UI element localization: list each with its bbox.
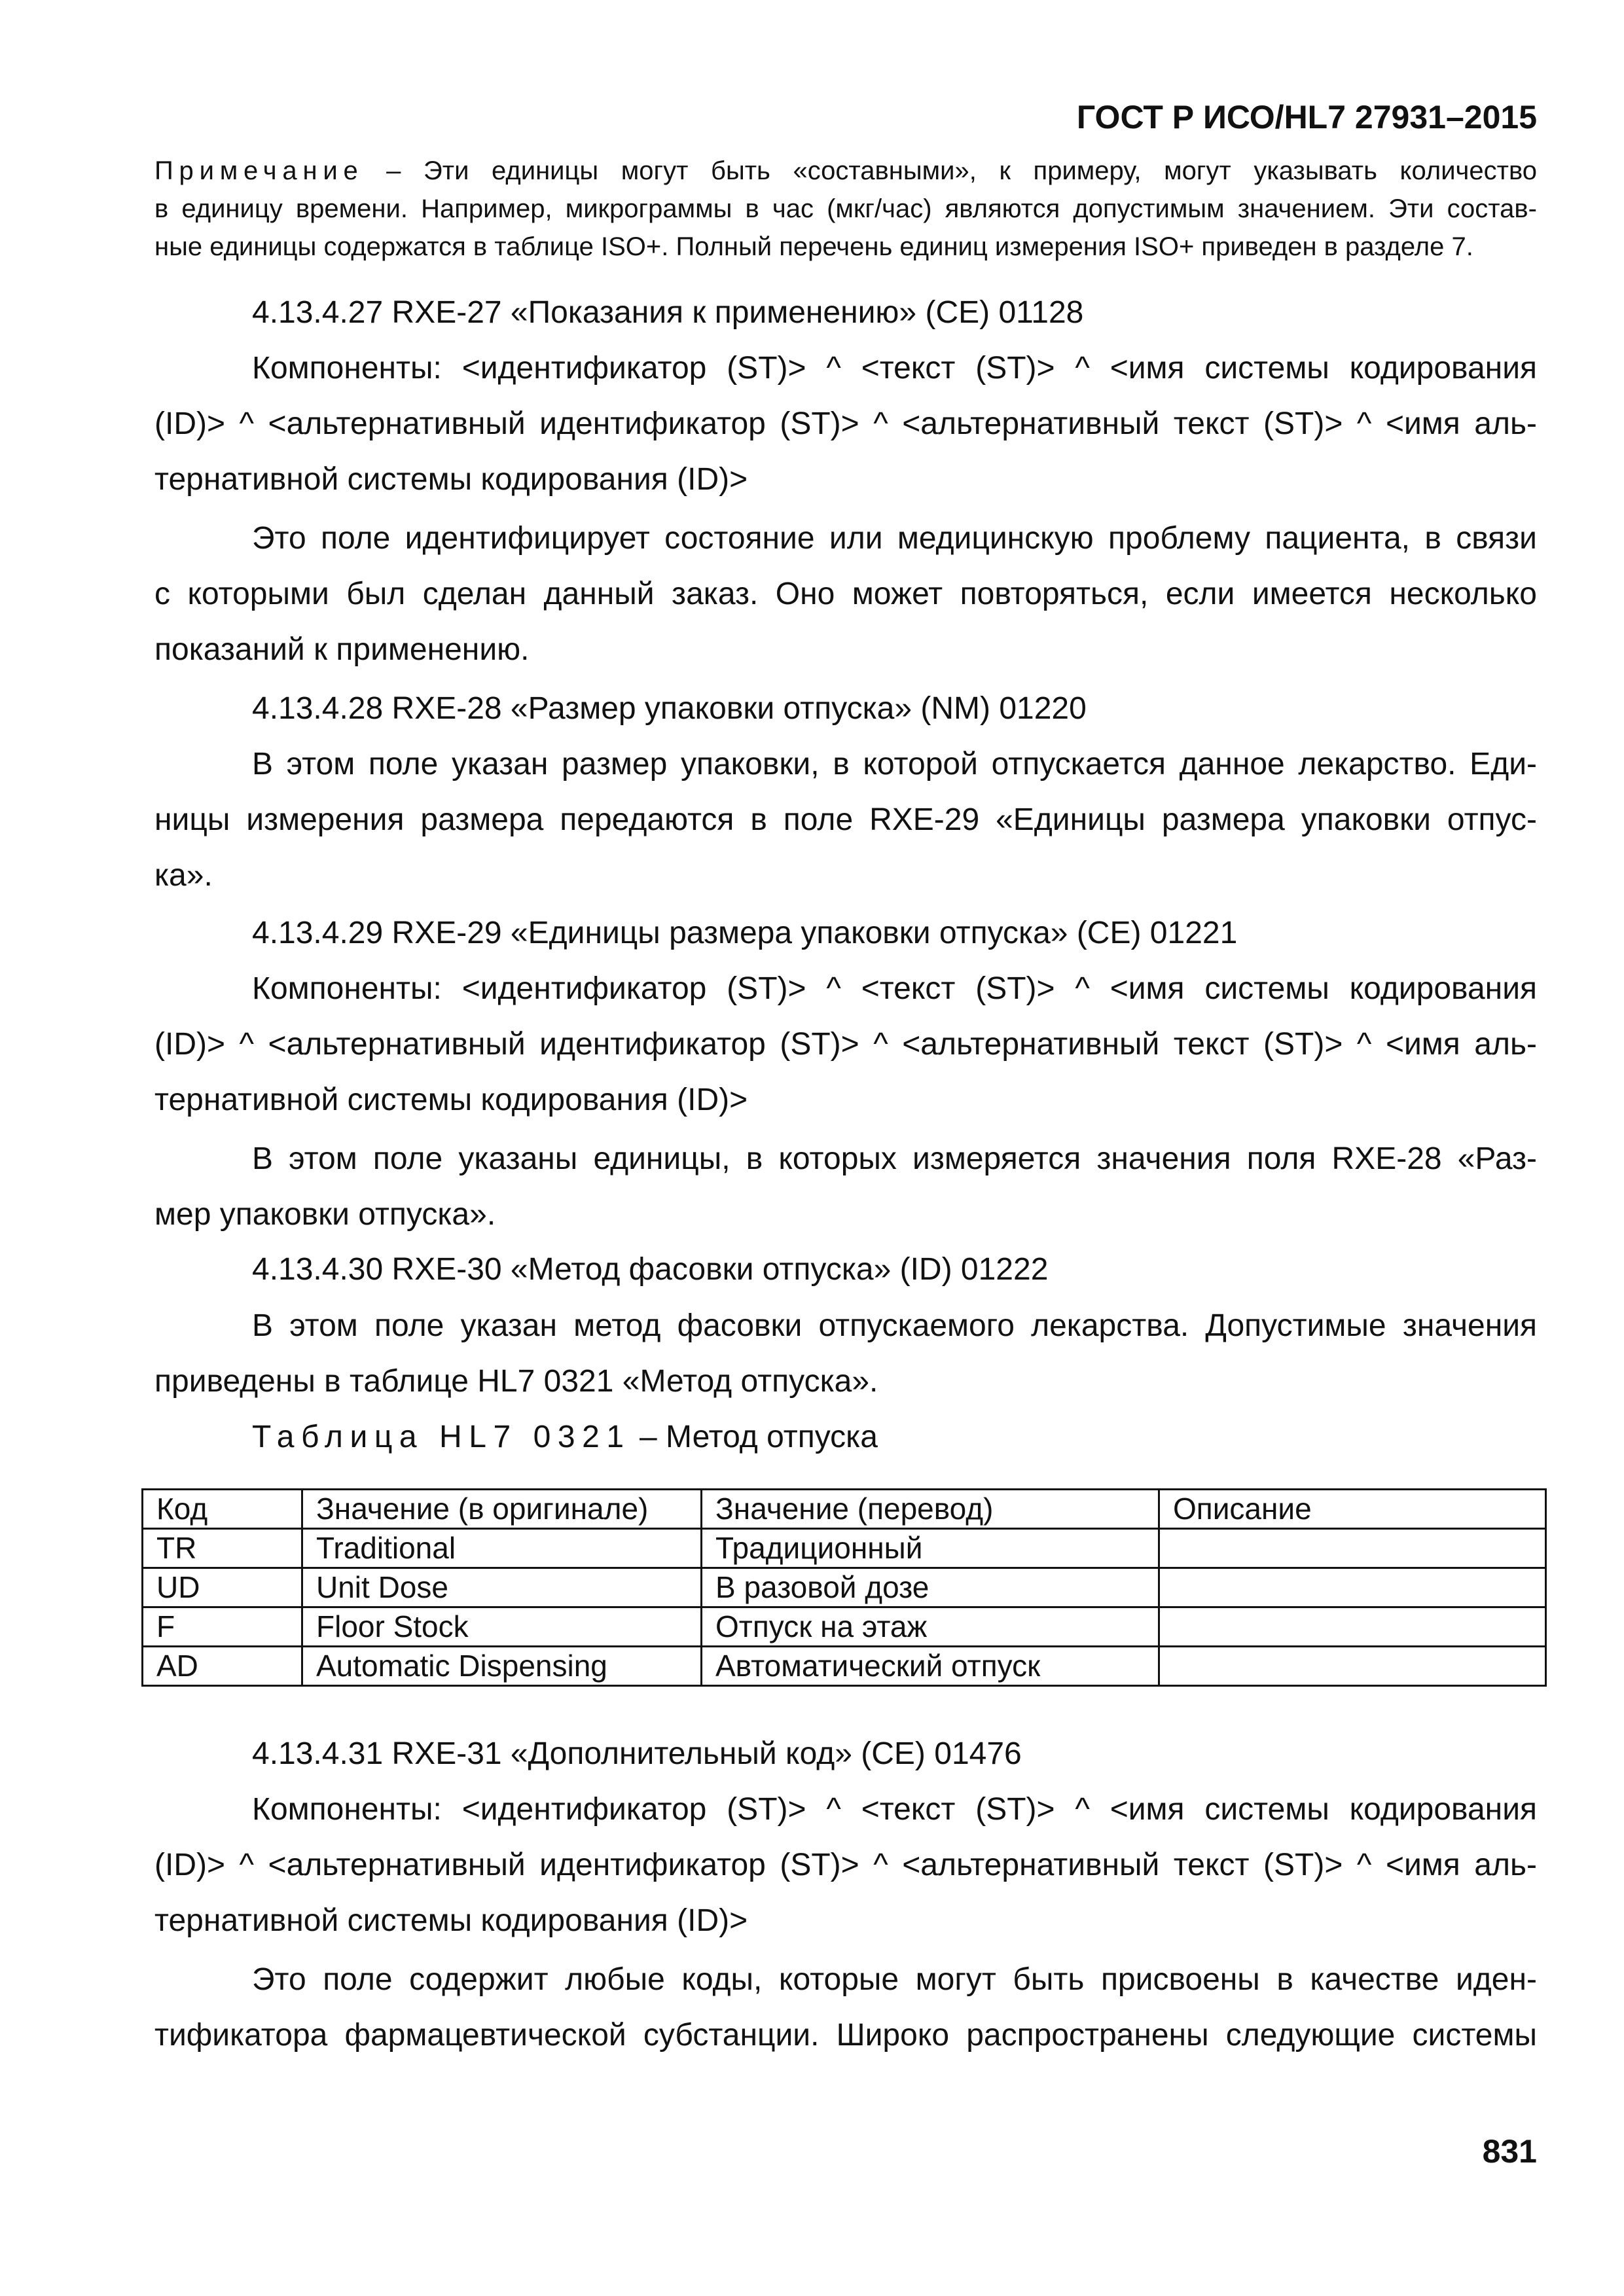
- table-caption-text: – Метод отпуска: [630, 1420, 878, 1454]
- section-heading-rxe-27: 4.13.4.27 RXE-27 «Показания к применению» (CE) 01128: [252, 295, 1084, 330]
- paragraph-line: В этом поле указан размер упаковки, в которой отпускается данное лекарство. Еди-: [252, 747, 1537, 781]
- table-row: [143, 1607, 1546, 1647]
- table-cell: Traditional: [302, 1529, 702, 1568]
- table-header-cell: Значение (в оригинале): [302, 1490, 702, 1529]
- table-cell: [1159, 1568, 1546, 1607]
- paragraph-line: тификатора фармацевтической субстанции. Широко распространены следующие системы: [154, 2018, 1537, 2053]
- paragraph-line: Это поле идентифицирует состояние или медицинскую проблему пациента, в связи: [252, 521, 1537, 556]
- description-paragraph-rxe-31: [154, 1962, 1537, 2076]
- table-cell: AD: [143, 1647, 302, 1686]
- note-line: [154, 152, 1537, 190]
- table-cell: UD: [143, 1568, 302, 1607]
- paragraph-line: (ID)> ^ <альтернативный идентификатор (ST)> ^ <альтернативный текст (ST)> ^ <имя аль-: [154, 406, 1537, 441]
- description-paragraph-rxe-30: [154, 1308, 1537, 1422]
- paragraph-line: Компоненты: <идентификатор (ST)> ^ <текст (ST)> ^ <имя системы кодирования: [252, 971, 1537, 1006]
- paragraph-line: мер упаковки отпуска».: [154, 1197, 496, 1232]
- paragraph-line: тернативной системы кодирования (ID)>: [154, 1083, 748, 1117]
- table-cell: Unit Dose: [302, 1568, 702, 1607]
- note-line-1-text: – Эти единицы могут быть «составными», к примеру, могут указывать количество: [363, 156, 1537, 185]
- table-cell: F: [143, 1607, 302, 1647]
- paragraph-line: (ID)> ^ <альтернативный идентификатор (ST)> ^ <альтернативный текст (ST)> ^ <имя аль-: [154, 1848, 1537, 1882]
- table-caption-label: Таблица HL7 0321: [252, 1420, 631, 1454]
- table-row: [143, 1647, 1546, 1686]
- paragraph-line: Компоненты: <идентификатор (ST)> ^ <текст (ST)> ^ <имя системы кодирования: [252, 1792, 1537, 1827]
- table-caption: [252, 1419, 878, 1455]
- note-block: [154, 152, 1537, 266]
- table-row: [143, 1529, 1546, 1568]
- paragraph-line: ницы измерения размера передаются в поле RXE-29 «Единицы размера упаковки отпус-: [154, 802, 1537, 837]
- table-row: [143, 1568, 1546, 1607]
- paragraph-line: приведены в таблице HL7 0321 «Метод отпуска».: [154, 1364, 878, 1399]
- table-cell: Floor Stock: [302, 1607, 702, 1647]
- paragraph-line: (ID)> ^ <альтернативный идентификатор (ST)> ^ <альтернативный текст (ST)> ^ <имя аль-: [154, 1027, 1537, 1062]
- section-heading-rxe-31: 4.13.4.31 RXE-31 «Дополнительный код» (CE) 01476: [252, 1736, 1022, 1771]
- paragraph-line: тернативной системы кодирования (ID)>: [154, 1903, 748, 1938]
- table-cell: В разовой дозе: [702, 1568, 1159, 1607]
- table-cell: [1159, 1647, 1546, 1686]
- paragraph-line: показаний к применению.: [154, 632, 530, 667]
- components-paragraph-rxe-27: [154, 350, 1537, 520]
- table-cell: Традиционный: [702, 1529, 1159, 1568]
- note-line: ные единицы содержатся в таблице ISO+. Полный перечень единиц измерения ISO+ приведен в разделе 7.: [154, 232, 1473, 261]
- table-cell: [1159, 1529, 1546, 1568]
- table-cell: Автоматический отпуск: [702, 1647, 1159, 1686]
- note-label: Примечание: [154, 156, 364, 185]
- page-number: 831: [1482, 2133, 1537, 2170]
- paragraph-line: тернативной системы кодирования (ID)>: [154, 462, 748, 497]
- note-line: в единицу времени. Например, микрограммы в час (мкг/час) являются допустимым значением. Эти состав-: [154, 194, 1537, 223]
- section-heading-rxe-30: 4.13.4.30 RXE-30 «Метод фасовки отпуска» (ID) 01222: [252, 1252, 1049, 1287]
- paragraph-line: Компоненты: <идентификатор (ST)> ^ <текст (ST)> ^ <имя системы кодирования: [252, 351, 1537, 386]
- section-heading-rxe-28: 4.13.4.28 RXE-28 «Размер упаковки отпуска» (NM) 01220: [252, 691, 1087, 726]
- table-header-row: [143, 1490, 1546, 1529]
- description-paragraph-rxe-28: [154, 746, 1537, 916]
- description-paragraph-rxe-29: [154, 1141, 1537, 1255]
- components-paragraph-rxe-31: [154, 1791, 1537, 1962]
- table-cell: Отпуск на этаж: [702, 1607, 1159, 1647]
- table-header-cell: Код: [143, 1490, 302, 1529]
- paragraph-line: с которыми был сделан данный заказ. Оно может повторяться, если имеется несколько: [154, 577, 1537, 611]
- table-cell: [1159, 1607, 1546, 1647]
- paragraph-line: В этом поле указан метод фасовки отпускаемого лекарства. Допустимые значения: [252, 1308, 1537, 1343]
- table-cell: TR: [143, 1529, 302, 1568]
- section-heading-rxe-29: 4.13.4.29 RXE-29 «Единицы размера упаковки отпуска» (CE) 01221: [252, 916, 1238, 950]
- paragraph-line: Это поле содержит любые коды, которые могут быть присвоены в качестве иден-: [252, 1962, 1537, 1997]
- description-paragraph-rxe-27: [154, 520, 1537, 691]
- document-header: ГОСТ Р ИСО/HL7 27931–2015: [1076, 99, 1537, 135]
- paragraph-line: ка».: [154, 858, 213, 893]
- table-cell: Automatic Dispensing: [302, 1647, 702, 1686]
- table-header-cell: Описание: [1159, 1490, 1546, 1529]
- dispense-method-table: [141, 1488, 1547, 1687]
- paragraph-line: В этом поле указаны единицы, в которых измеряется значения поля RXE-28 «Раз-: [252, 1141, 1537, 1176]
- components-paragraph-rxe-29: [154, 971, 1537, 1141]
- table-header-cell: Значение (перевод): [702, 1490, 1159, 1529]
